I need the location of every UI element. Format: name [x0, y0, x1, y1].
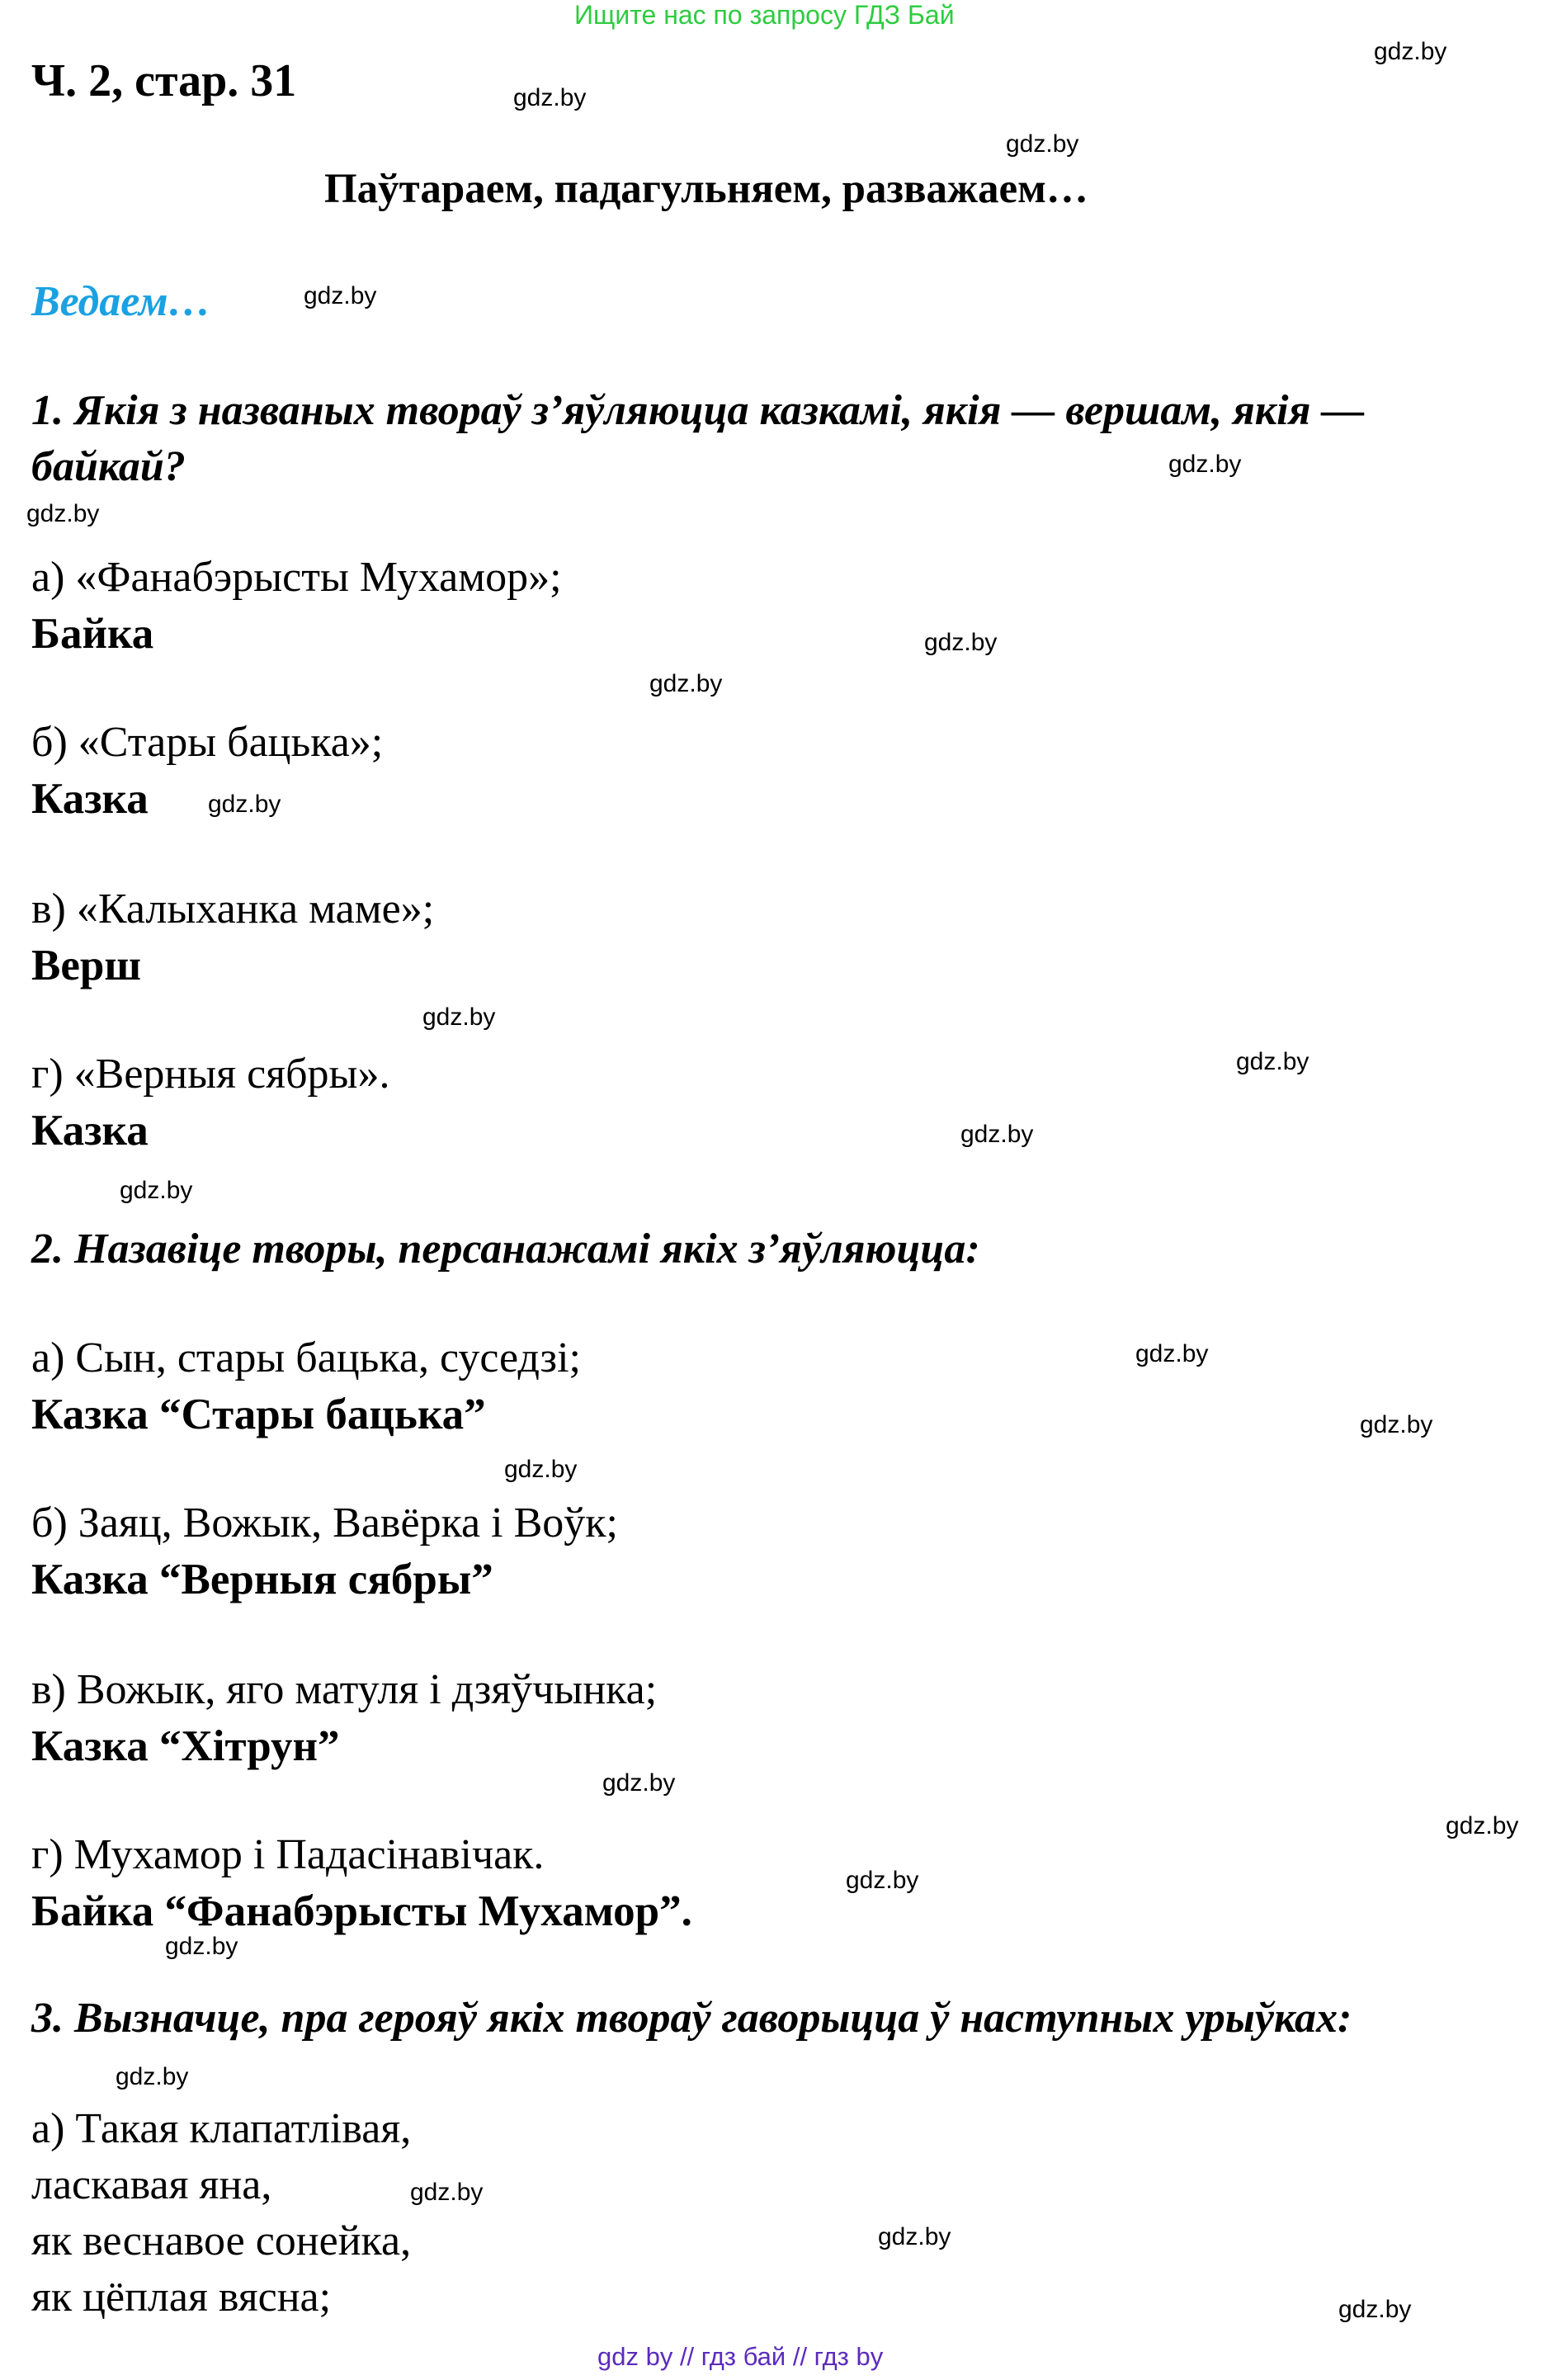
watermark: gdz.by — [924, 629, 998, 656]
watermark: gdz.by — [304, 282, 377, 309]
q1-item-a: а) «Фанабэрысты Мухамор»; — [31, 554, 562, 601]
q1-answer-a: Байка — [31, 610, 154, 658]
q3-line-c: як веснавое сонейка, — [31, 2217, 412, 2264]
q2-item-b: б) Заяц, Вожык, Вавёрка і Воўк; — [31, 1499, 618, 1547]
q2-item-a: а) Сын, стары бацька, суседзі; — [31, 1334, 581, 1381]
section-heading: Ведаем… — [31, 278, 211, 325]
question-1-line-2: байкай? — [31, 443, 186, 490]
question-1-line-1: 1. Якія з названых твораў з’яўляюцца казкамі, якія — вершам, якія — — [31, 387, 1365, 434]
q2-item-c: в) Вожык, яго матуля і дзяўчынка; — [31, 1666, 658, 1713]
page-title: Паўтараем, падагульняем, разважаем… — [324, 166, 1088, 212]
watermark: gdz.by — [422, 1003, 496, 1031]
watermark: gdz.by — [878, 2223, 951, 2250]
question-3: 3. Вызначце, пра герояў якіх твораў гаворыцца ў наступных урыўках: — [31, 1995, 1352, 2042]
q2-answer-b: Казка “Верныя сябры” — [31, 1556, 493, 1603]
q1-answer-c: Верш — [31, 942, 142, 989]
q1-item-b: б) «Стары бацька»; — [31, 719, 384, 766]
q1-answer-d: Казка — [31, 1107, 149, 1155]
q1-answer-b: Казка — [31, 775, 149, 823]
watermark: gdz.by — [513, 84, 587, 111]
top-banner[interactable]: Ищите нас по запросу ГДЗ Бай — [574, 0, 955, 30]
page-header: Ч. 2, стар. 31 — [31, 55, 297, 106]
watermark: gdz.by — [504, 1456, 578, 1483]
footer-links[interactable]: gdz by // гдз бай // гдз by — [597, 2342, 884, 2371]
watermark: gdz.by — [1236, 1048, 1309, 1075]
watermark: gdz.by — [1374, 38, 1447, 65]
watermark: gdz.by — [649, 670, 723, 697]
q2-answer-d: Байка “Фанабэрысты Мухамор”. — [31, 1887, 692, 1935]
watermark: gdz.by — [1168, 451, 1242, 478]
watermark: gdz.by — [26, 500, 100, 527]
watermark: gdz.by — [1446, 1812, 1519, 1839]
q3-line-a: а) Такая клапатлівая, — [31, 2105, 412, 2152]
watermark: gdz.by — [410, 2179, 484, 2206]
watermark: gdz.by — [120, 1177, 193, 1204]
q3-line-b: ласкавая яна, — [31, 2161, 272, 2208]
q2-item-d: г) Мухамор і Падасінавічак. — [31, 1831, 545, 1878]
question-2: 2. Назавіце творы, персанажамі якіх з’яўляюцца: — [31, 1225, 980, 1273]
q3-line-d: як цёплая вясна; — [31, 2274, 332, 2321]
watermark: gdz.by — [208, 791, 281, 818]
q2-answer-c: Казка “Хітрун” — [31, 1722, 340, 1770]
watermark: gdz.by — [846, 1867, 919, 1894]
watermark: gdz.by — [1006, 130, 1079, 158]
watermark: gdz.by — [960, 1121, 1034, 1148]
q2-answer-a: Казка “Стары бацька” — [31, 1391, 486, 1438]
watermark: gdz.by — [1135, 1340, 1209, 1367]
watermark: gdz.by — [165, 1933, 238, 1960]
watermark: gdz.by — [1360, 1411, 1433, 1438]
q1-item-c: в) «Калыханка маме»; — [31, 885, 435, 933]
watermark: gdz.by — [1338, 2296, 1412, 2323]
watermark: gdz.by — [602, 1769, 676, 1797]
watermark: gdz.by — [116, 2063, 189, 2090]
q1-item-d: г) «Верныя сябры». — [31, 1051, 390, 1098]
